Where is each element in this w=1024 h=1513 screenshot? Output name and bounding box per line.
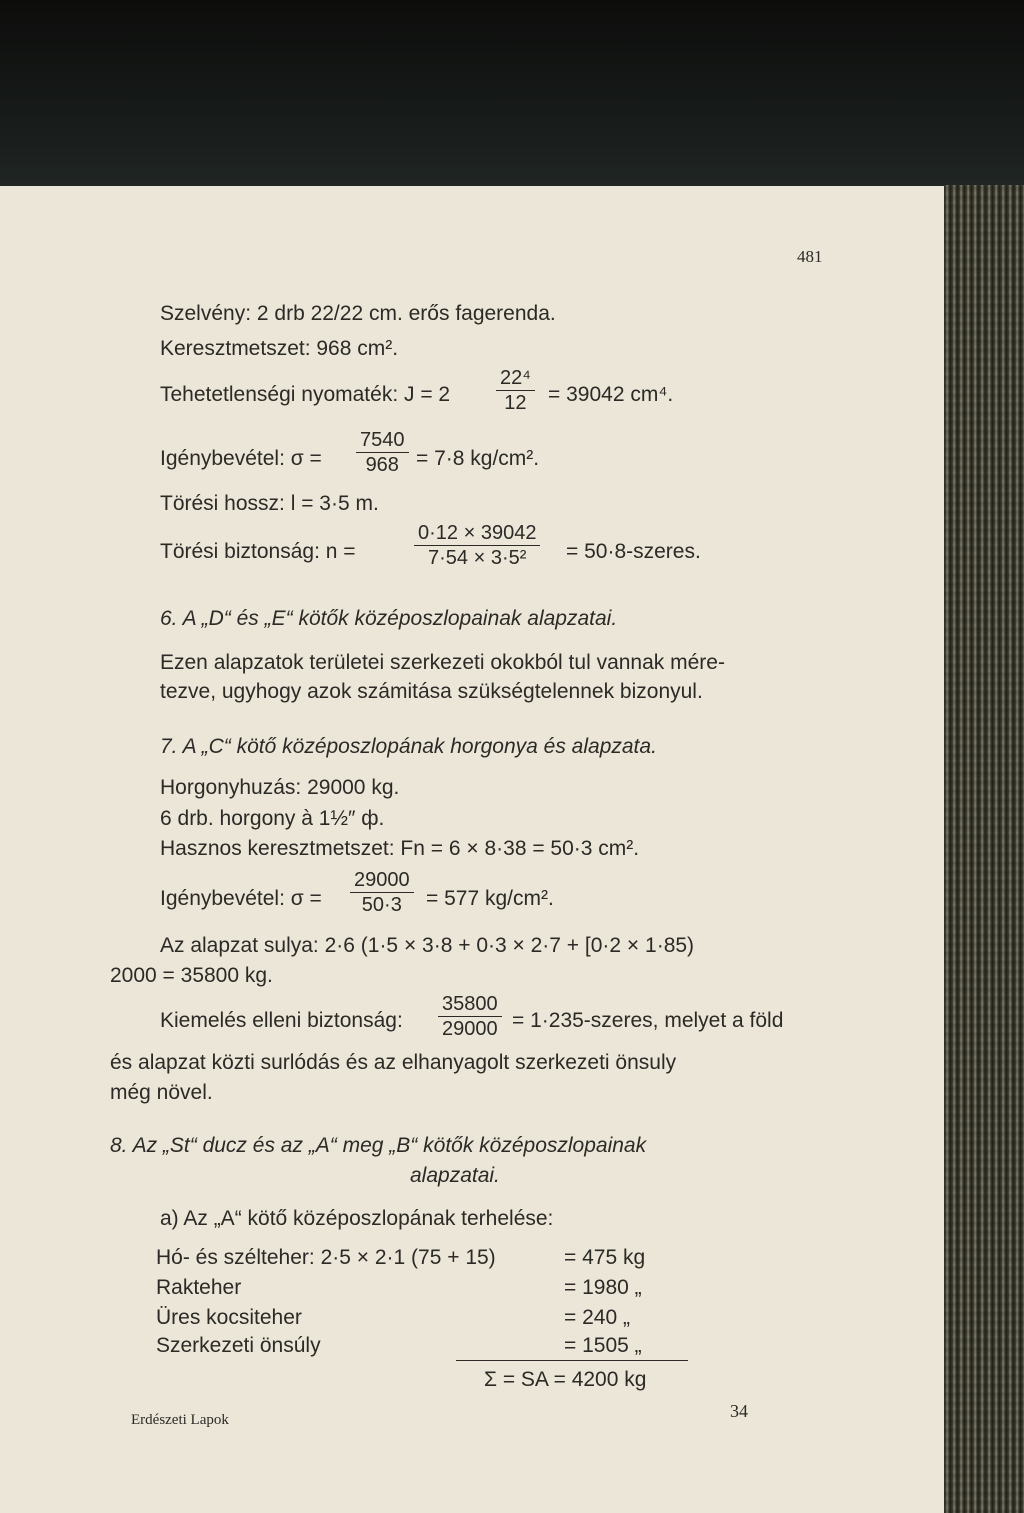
section8-heading-line1: 8. Az „St“ ducz és az „A“ meg „B“ kötők középoszlopainak xyxy=(110,1134,647,1157)
igenybevetel-prefix: Igénybevétel: σ = xyxy=(160,447,322,470)
tehetetlenseg-denominator: 12 xyxy=(496,390,535,415)
toresi-hossz-line: Törési hossz: l = 3·5 m. xyxy=(160,492,379,515)
load-row-label: Üres kocsiteher xyxy=(156,1306,302,1329)
section8-heading-line2: alapzatai. xyxy=(410,1164,500,1187)
section7-heading: 7. A „C“ kötő középoszlopának horgonya és alapzata. xyxy=(160,735,657,758)
igenybevetel2-fraction xyxy=(350,868,414,917)
page-stack-shading xyxy=(944,185,1024,1513)
toresi-biztonsag-result: = 50·8-szeres. xyxy=(566,540,701,563)
footer-journal-name: Erdészeti Lapok xyxy=(131,1412,229,1428)
igenybevetel2-denominator: 50·3 xyxy=(350,892,414,917)
section8-subheading-a: a) Az „A“ kötő középoszlopának terhelése: xyxy=(160,1207,554,1230)
igenybevetel2-prefix: Igénybevétel: σ = xyxy=(160,887,322,910)
load-row-value: = 1980 „ xyxy=(564,1276,642,1299)
section6-paragraph-line2: tezve, ugyhogy azok számitása szükségtelennek bizonyul. xyxy=(160,680,703,703)
igenybevetel-numerator: 7540 xyxy=(360,429,405,451)
toresi-biztonsag-prefix: Törési biztonság: n = xyxy=(160,540,356,563)
igenybevetel-denominator: 968 xyxy=(356,452,409,477)
kiemeles-numerator: 35800 xyxy=(442,993,498,1015)
tehetetlenseg-result: = 39042 cm⁴. xyxy=(548,383,674,406)
alapzat-sulya-line2: 2000 = 35800 kg. xyxy=(110,964,273,987)
toresi-biztonsag-numerator: 0·12 × 39042 xyxy=(418,522,537,544)
photo-background-top xyxy=(0,0,1024,200)
tehetetlenseg-prefix: Tehetetlenségi nyomaték: J = 2 xyxy=(160,383,451,406)
toresi-biztonsag-fraction xyxy=(414,521,540,570)
kiemeles-fraction xyxy=(438,992,502,1041)
footer-sheet-number: 34 xyxy=(730,1401,748,1421)
horgony-line: 6 drb. horgony à 1½″ ф. xyxy=(160,807,385,830)
page-number: 481 xyxy=(797,247,823,266)
load-row-value: = 475 kg xyxy=(564,1246,646,1269)
tehetetlenseg-fraction xyxy=(496,366,535,415)
load-row-value: = 240 „ xyxy=(564,1306,630,1329)
kiemeles-denominator: 29000 xyxy=(438,1016,502,1041)
load-row-value: = 1505 „ xyxy=(564,1334,642,1357)
tehetetlenseg-numerator: 22⁴ xyxy=(500,367,531,389)
section6-heading: 6. A „D“ és „E“ kötők középoszlopainak alapzatai. xyxy=(160,607,618,630)
igenybevetel2-numerator: 29000 xyxy=(354,869,410,891)
kiemeles-result: = 1·235-szeres, melyet a föld xyxy=(512,1009,784,1032)
keresztmetszet-line: Keresztmetszet: 968 cm². xyxy=(160,337,399,360)
szelveny-line: Szelvény: 2 drb 22/22 cm. erős fagerenda. xyxy=(160,302,556,325)
load-row-label: Hó- és szélteher: 2·5 × 2·1 (75 + 15) xyxy=(156,1246,496,1269)
alapzat-sulya-line1: Az alapzat sulya: 2·6 (1·5 × 3·8 + 0·3 × 2·7 + [0·2 × 1·85) xyxy=(160,934,695,957)
horgonyhuzas-line: Horgonyhuzás: 29000 kg. xyxy=(160,776,400,799)
section7-paragraph-line2: még növel. xyxy=(110,1081,213,1104)
hasznos-keresztmetszet-line: Hasznos keresztmetszet: Fn = 6 × 8·38 = 50·3 cm². xyxy=(160,837,640,860)
toresi-biztonsag-denominator: 7·54 × 3·5² xyxy=(414,545,540,570)
load-row-label: Rakteher xyxy=(156,1276,242,1299)
igenybevetel-result: = 7·8 kg/cm². xyxy=(416,447,540,470)
load-sum: Σ = SA = 4200 kg xyxy=(484,1368,647,1391)
kiemeles-prefix: Kiemelés elleni biztonság: xyxy=(160,1009,403,1032)
load-row-label: Szerkezeti önsúly xyxy=(156,1334,321,1357)
igenybevetel2-result: = 577 kg/cm². xyxy=(426,887,554,910)
section7-paragraph-line1: és alapzat közti surlódás és az elhanyagolt szerkezeti önsuly xyxy=(110,1051,677,1074)
igenybevetel-fraction xyxy=(356,428,409,477)
section6-paragraph-line1: Ezen alapzatok területei szerkezeti okokból tul vannak mére- xyxy=(160,651,725,674)
sum-rule xyxy=(456,1360,688,1361)
